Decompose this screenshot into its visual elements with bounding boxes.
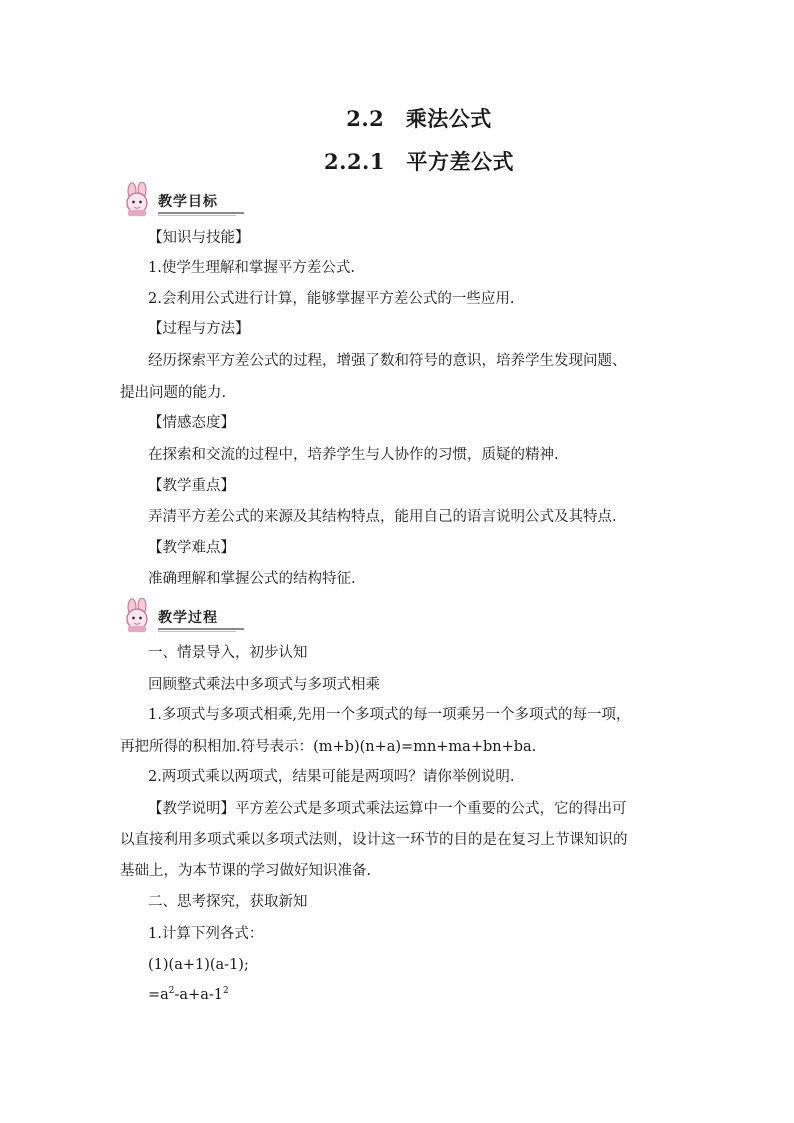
- section-badge-objectives: [118, 182, 248, 222]
- teaching-note-2: 以直接利用多项式乘以多项式法则，设计这一环节的目的是在复习上节课知识的: [120, 832, 628, 848]
- item2-text: 2.两项式乘以两项式，结果可能是两项吗？请你举例说明.: [148, 769, 515, 785]
- calc-item-1-result: [148, 986, 229, 1004]
- difficulty-text: 准确理解和掌握公式的结构特征.: [148, 571, 356, 587]
- item1-text-2: 再把所得的积相加.符号表示：(m+b)(n+a)=mn+ma+bn+ba.: [120, 739, 537, 755]
- rabbit-mascot-icon: [118, 182, 156, 218]
- exponent: 2: [168, 986, 175, 997]
- calc-item-1: (1)(a+1)(a-1);: [148, 957, 249, 973]
- emotion-text: 在探索和交流的过程中，培养学生与人协作的习惯，质疑的精神.: [148, 447, 559, 463]
- key-point-heading: 【教学重点】: [148, 478, 235, 494]
- process-method-heading: 【过程与方法】: [148, 321, 250, 337]
- teaching-note-1: 【教学说明】平方差公式是多项式乘法运算中一个重要的公式，它的得出可: [148, 801, 627, 817]
- process-method-text-1: 经历探索平方差公式的过程，增强了数和符号的意识，培养学生发现问题、: [148, 353, 627, 369]
- part1-heading: 一、情景导入，初步认知: [148, 645, 308, 661]
- knowledge-item-2: 2.会利用公式进行计算，能够掌握平方差公式的一些应用.: [148, 291, 515, 307]
- section-underline: [158, 628, 244, 630]
- calc-result-part: =a: [148, 987, 169, 1003]
- knowledge-heading: 【知识与技能】: [148, 230, 250, 246]
- knowledge-item-1: 1.使学生理解和掌握平方差公式.: [148, 260, 355, 276]
- section-underline: [158, 212, 244, 214]
- key-point-text: 弄清平方差公式的来源及其结构特点，能用自己的语言说明公式及其特点.: [148, 509, 617, 525]
- emotion-heading: 【情感态度】: [148, 415, 235, 431]
- page-title: 2.2 乘法公式: [346, 106, 492, 131]
- item1-text-1: 1.多项式与多项式相乘,先用一个多项式的每一项乘另一个多项式的每一项，: [148, 707, 631, 723]
- difficulty-heading: 【教学难点】: [148, 540, 235, 556]
- teaching-note-3: 基础上，为本节课的学习做好知识准备.: [120, 863, 372, 879]
- exponent: 2: [223, 986, 229, 997]
- section-label-objectives: 教学目标: [158, 194, 218, 210]
- process-method-text-2: 提出问题的能力.: [120, 385, 227, 401]
- section-label-process: 教学过程: [158, 610, 218, 626]
- part2-heading: 二、思考探究，获取新知: [148, 894, 308, 910]
- calc-intro: 1.计算下列各式：: [148, 926, 264, 942]
- calc-result-part: -a+a-1: [174, 987, 223, 1003]
- page-subtitle: 2.2.1 平方差公式: [324, 149, 514, 174]
- section-badge-process: [118, 598, 248, 638]
- rabbit-mascot-icon: [118, 598, 156, 634]
- section-underline: [158, 215, 236, 216]
- section-underline: [158, 631, 236, 632]
- review-text: 回顾整式乘法中多项式与多项式相乘: [148, 677, 380, 693]
